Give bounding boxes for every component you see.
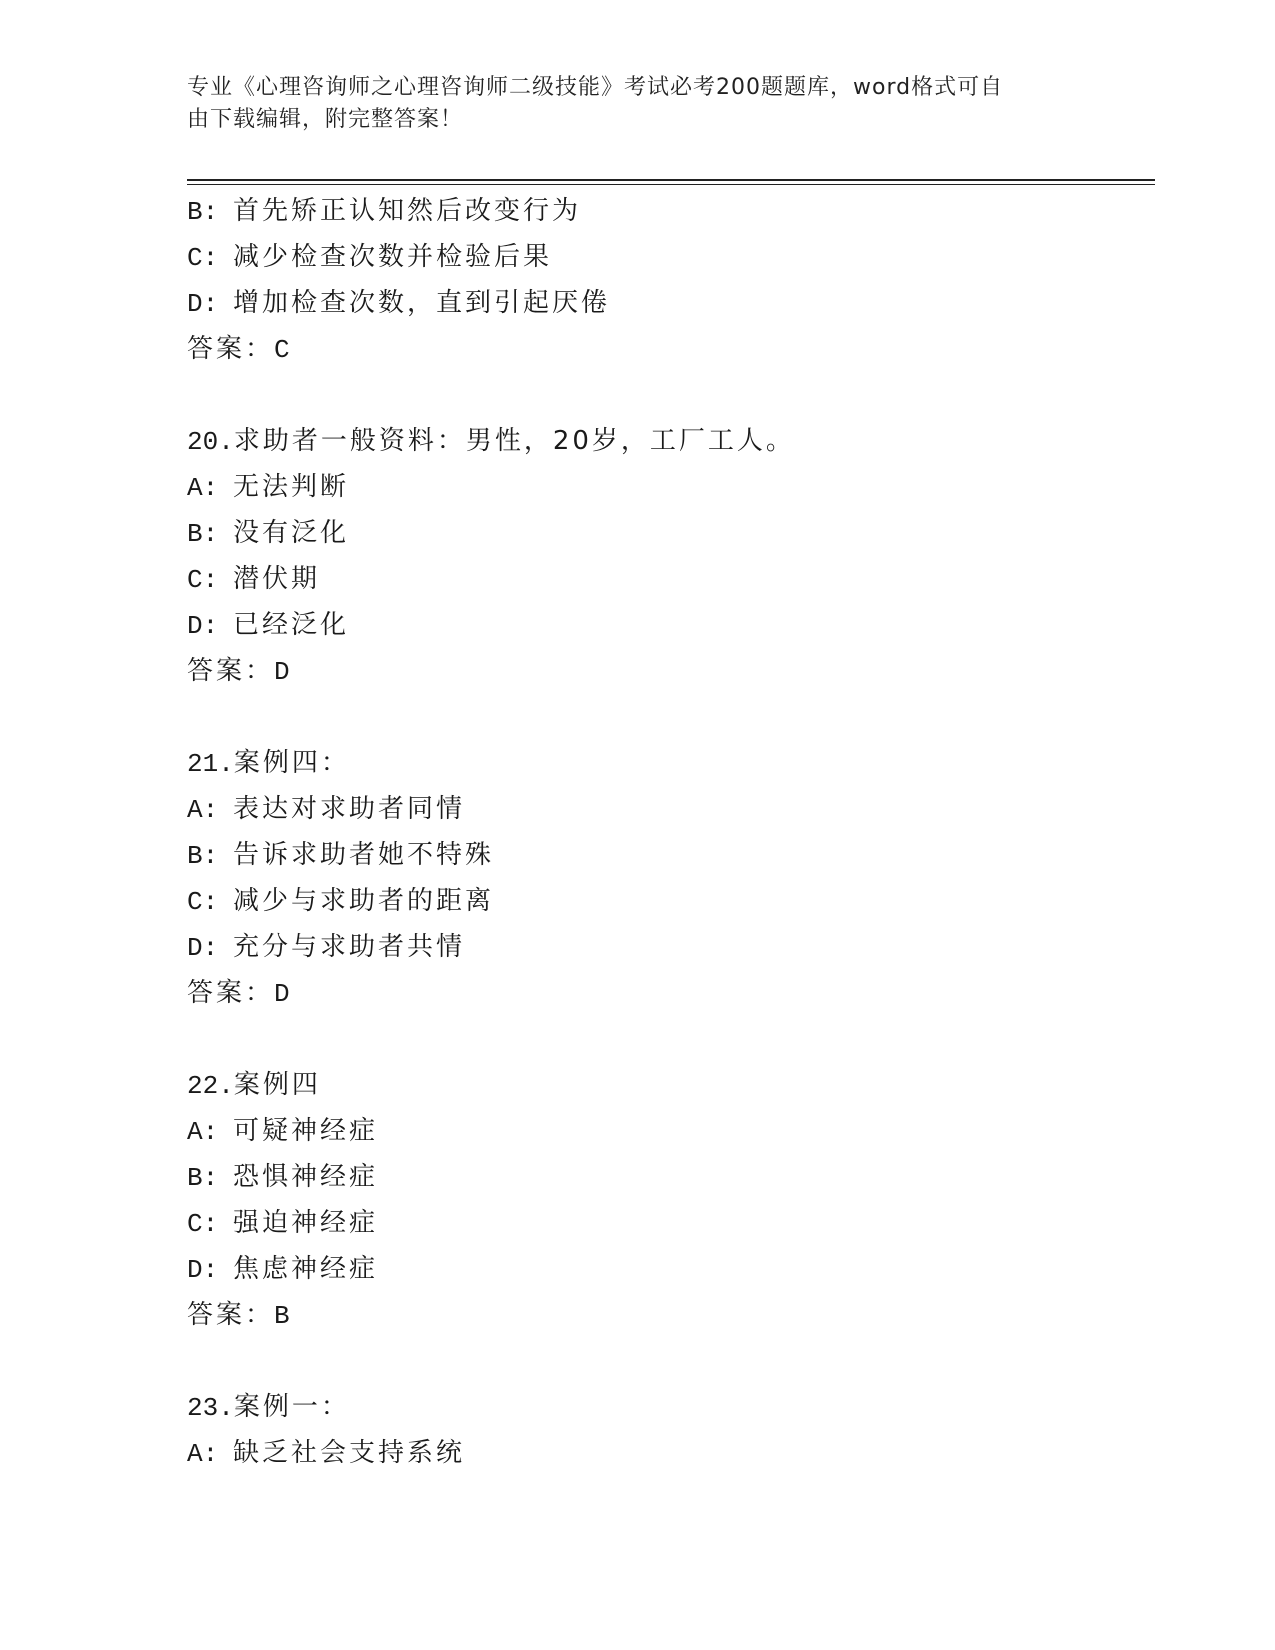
- option-d: [187, 602, 1155, 648]
- option-a: [187, 464, 1155, 510]
- question-number: 23.: [187, 1393, 234, 1423]
- option-c: [187, 234, 1155, 280]
- option-text: 无法判断: [233, 472, 350, 502]
- question-21: [187, 740, 1155, 1016]
- answer-value: D: [274, 979, 290, 1009]
- option-label: A:: [187, 473, 219, 503]
- answer-line: [187, 970, 1155, 1016]
- option-d: [187, 924, 1155, 970]
- option-label: D:: [187, 289, 219, 319]
- option-label: B:: [187, 1163, 219, 1193]
- question-text: 案例四: [233, 1070, 321, 1100]
- option-label: C:: [187, 887, 219, 917]
- question-stem: [187, 1062, 1155, 1108]
- question-text: 案例四：: [233, 748, 350, 778]
- option-text: 表达对求助者同情: [233, 794, 466, 824]
- answer-prefix: 答案：: [187, 1300, 275, 1330]
- header-rule-thin: [187, 184, 1155, 185]
- question-continued: [187, 188, 1155, 372]
- question-number: 22.: [187, 1071, 234, 1101]
- question-20: [187, 418, 1155, 694]
- question-stem: [187, 740, 1155, 786]
- question-stem: [187, 418, 1155, 464]
- question-number: 20.: [187, 427, 234, 457]
- option-b: [187, 510, 1155, 556]
- document-header: [187, 72, 1067, 136]
- option-b: [187, 1154, 1155, 1200]
- option-text: 减少检查次数并检验后果: [233, 242, 553, 272]
- question-list: [187, 188, 1155, 1476]
- option-text: 可疑神经症: [233, 1116, 379, 1146]
- spacer: [187, 1016, 1155, 1062]
- answer-prefix: 答案：: [187, 978, 275, 1008]
- option-text: 减少与求助者的距离: [233, 886, 495, 916]
- answer-value: D: [274, 657, 290, 687]
- option-b: [187, 832, 1155, 878]
- option-label: A:: [187, 795, 219, 825]
- option-label: A:: [187, 1117, 219, 1147]
- option-text: 充分与求助者共情: [233, 932, 466, 962]
- option-a: [187, 786, 1155, 832]
- option-label: A:: [187, 1439, 219, 1469]
- option-label: B:: [187, 841, 219, 871]
- option-text: 告诉求助者她不特殊: [233, 840, 495, 870]
- option-c: [187, 1200, 1155, 1246]
- spacer: [187, 1338, 1155, 1384]
- option-text: 已经泛化: [233, 610, 350, 640]
- option-a: [187, 1430, 1155, 1476]
- option-label: B:: [187, 519, 219, 549]
- option-label: C:: [187, 565, 219, 595]
- option-label: D:: [187, 611, 219, 641]
- option-label: D:: [187, 1255, 219, 1285]
- option-text: 恐惧神经症: [233, 1162, 379, 1192]
- option-text: 没有泛化: [233, 518, 350, 548]
- option-label: C:: [187, 1209, 219, 1239]
- option-c: [187, 556, 1155, 602]
- option-c: [187, 878, 1155, 924]
- answer-line: [187, 326, 1155, 372]
- option-d: [187, 1246, 1155, 1292]
- option-text: 缺乏社会支持系统: [233, 1438, 466, 1468]
- option-text: 增加检查次数，直到引起厌倦: [233, 288, 611, 318]
- option-d: [187, 280, 1155, 326]
- answer-prefix: 答案：: [187, 334, 275, 364]
- option-text: 强迫神经症: [233, 1208, 379, 1238]
- option-label: C:: [187, 243, 219, 273]
- header-line-1: 专业《心理咨询师之心理咨询师二级技能》考试必考200题题库，word格式可自: [187, 75, 1004, 100]
- option-label: D:: [187, 933, 219, 963]
- option-label: B:: [187, 197, 219, 227]
- question-22: [187, 1062, 1155, 1338]
- option-text: 焦虑神经症: [233, 1254, 379, 1284]
- option-a: [187, 1108, 1155, 1154]
- question-number: 21.: [187, 749, 234, 779]
- question-text: 案例一：: [233, 1392, 350, 1422]
- answer-prefix: 答案：: [187, 656, 275, 686]
- answer-line: [187, 1292, 1155, 1338]
- question-stem: [187, 1384, 1155, 1430]
- answer-value: B: [274, 1301, 290, 1331]
- header-line-2: 由下载编辑，附完整答案！: [187, 107, 464, 132]
- answer-value: C: [274, 335, 290, 365]
- option-text: 潜伏期: [233, 564, 321, 594]
- spacer: [187, 694, 1155, 740]
- question-23: [187, 1384, 1155, 1476]
- option-b: [187, 188, 1155, 234]
- answer-line: [187, 648, 1155, 694]
- question-text: 求助者一般资料：男性，20岁，工厂工人。: [233, 426, 795, 456]
- header-rule-thick: [187, 179, 1155, 181]
- spacer: [187, 372, 1155, 418]
- option-text: 首先矫正认知然后改变行为: [233, 196, 582, 226]
